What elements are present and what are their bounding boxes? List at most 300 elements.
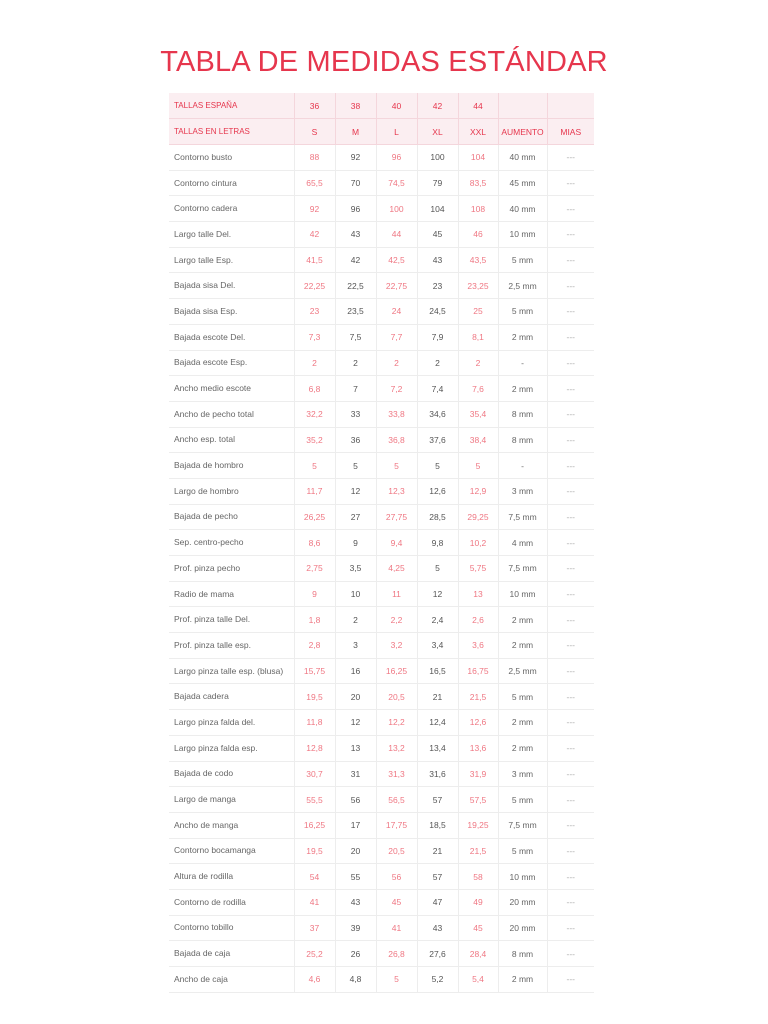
size-value: 33 [335, 401, 376, 427]
size-value: 5 [376, 453, 417, 479]
size-value: 31,3 [376, 761, 417, 787]
aumento-value: 2 mm [498, 710, 547, 736]
size-value: 12,6 [458, 710, 498, 736]
size-value: 100 [376, 196, 417, 222]
mias-value: --- [547, 350, 594, 376]
size-value: 3,5 [335, 556, 376, 582]
size-value: 5,2 [417, 967, 458, 993]
size-value: 25,2 [294, 941, 335, 967]
measurement-name: Bajada cadera [169, 684, 294, 710]
table-row [169, 376, 594, 402]
size-value: 9,8 [417, 530, 458, 556]
table-row [169, 761, 594, 787]
size-value: 20 [335, 838, 376, 864]
size-value: 5 [376, 967, 417, 993]
table-row [169, 658, 594, 684]
mias-value: --- [547, 170, 594, 196]
measurement-name: Prof. pinza talle esp. [169, 633, 294, 659]
table-row [169, 787, 594, 813]
size-value: 49 [458, 889, 498, 915]
aumento-value: 2 mm [498, 324, 547, 350]
table-row [169, 735, 594, 761]
size-value: 96 [335, 196, 376, 222]
size-value: 96 [376, 145, 417, 171]
mias-value: --- [547, 735, 594, 761]
size-value: 23 [417, 273, 458, 299]
table-row [169, 812, 594, 838]
mias-value: --- [547, 658, 594, 684]
size-value: 29,25 [458, 504, 498, 530]
size-value: 3,6 [458, 633, 498, 659]
table-row [169, 222, 594, 248]
size-value: 28,4 [458, 941, 498, 967]
size-value: 32,2 [294, 401, 335, 427]
size-value: 79 [417, 170, 458, 196]
measurement-name: Largo de hombro [169, 478, 294, 504]
table-row [169, 967, 594, 993]
table-row [169, 607, 594, 633]
table-row [169, 478, 594, 504]
header-empty-cell [498, 93, 547, 119]
table-row [169, 145, 594, 171]
size-value: 11,8 [294, 710, 335, 736]
mias-value: --- [547, 376, 594, 402]
measurement-name: Contorno de rodilla [169, 889, 294, 915]
size-value: 2 [376, 350, 417, 376]
mias-value: --- [547, 453, 594, 479]
mias-value: --- [547, 607, 594, 633]
size-value: 56,5 [376, 787, 417, 813]
page-title: TABLA DE MEDIDAS ESTÁNDAR [160, 46, 608, 78]
measurement-name: Ancho medio escote [169, 376, 294, 402]
header-letter: L [376, 119, 417, 145]
size-value: 17,75 [376, 812, 417, 838]
size-value: 57 [417, 864, 458, 890]
aumento-value: 40 mm [498, 145, 547, 171]
mias-value: --- [547, 273, 594, 299]
size-value: 13,4 [417, 735, 458, 761]
size-value: 4,8 [335, 967, 376, 993]
mias-value: --- [547, 222, 594, 248]
size-value: 2 [335, 607, 376, 633]
size-value: 11 [376, 581, 417, 607]
size-value: 45 [458, 915, 498, 941]
size-value: 3,4 [417, 633, 458, 659]
mias-value: --- [547, 145, 594, 171]
aumento-value: 2 mm [498, 607, 547, 633]
measurement-name: Contorno cintura [169, 170, 294, 196]
size-value: 20,5 [376, 684, 417, 710]
measurement-name: Contorno tobillo [169, 915, 294, 941]
size-value: 16,75 [458, 658, 498, 684]
table-row [169, 324, 594, 350]
table-row [169, 196, 594, 222]
measurement-name: Altura de rodilla [169, 864, 294, 890]
size-value: 8,6 [294, 530, 335, 556]
aumento-value: 2,5 mm [498, 658, 547, 684]
mias-value: --- [547, 787, 594, 813]
mias-value: --- [547, 324, 594, 350]
table-row [169, 710, 594, 736]
measurement-name: Largo pinza falda esp. [169, 735, 294, 761]
size-value: 26,8 [376, 941, 417, 967]
aumento-value: 45 mm [498, 170, 547, 196]
header-size: 38 [335, 93, 376, 119]
size-value: 2,8 [294, 633, 335, 659]
size-value: 55,5 [294, 787, 335, 813]
measurement-name: Largo pinza falda del. [169, 710, 294, 736]
aumento-value: 20 mm [498, 915, 547, 941]
measurement-name: Prof. pinza pecho [169, 556, 294, 582]
size-value: 2 [335, 350, 376, 376]
size-value: 4,25 [376, 556, 417, 582]
mias-value: --- [547, 196, 594, 222]
table-row [169, 299, 594, 325]
size-value: 104 [458, 145, 498, 171]
size-value: 42 [335, 247, 376, 273]
table-row [169, 247, 594, 273]
size-value: 57,5 [458, 787, 498, 813]
header-mias: MIAS [547, 119, 594, 145]
size-value: 35,4 [458, 401, 498, 427]
size-value: 2,2 [376, 607, 417, 633]
size-value: 3,2 [376, 633, 417, 659]
aumento-value: - [498, 453, 547, 479]
size-value: 7,2 [376, 376, 417, 402]
mias-value: --- [547, 864, 594, 890]
size-value: 35,2 [294, 427, 335, 453]
size-value: 23 [294, 299, 335, 325]
aumento-value: 5 mm [498, 838, 547, 864]
measurement-name: Contorno bocamanga [169, 838, 294, 864]
mias-value: --- [547, 684, 594, 710]
size-value: 43 [335, 889, 376, 915]
mias-value: --- [547, 299, 594, 325]
aumento-value: 2 mm [498, 633, 547, 659]
table-row [169, 273, 594, 299]
size-value: 23,25 [458, 273, 498, 299]
size-value: 92 [335, 145, 376, 171]
size-value: 21,5 [458, 684, 498, 710]
header-label-sizes: TALLAS ESPAÑA [169, 93, 294, 119]
aumento-value: 8 mm [498, 401, 547, 427]
size-value: 58 [458, 864, 498, 890]
aumento-value: - [498, 350, 547, 376]
measurement-name: Bajada sisa Esp. [169, 299, 294, 325]
size-value: 15,75 [294, 658, 335, 684]
size-value: 43 [417, 247, 458, 273]
aumento-value: 3 mm [498, 478, 547, 504]
aumento-value: 2 mm [498, 735, 547, 761]
aumento-value: 5 mm [498, 787, 547, 813]
size-value: 5 [335, 453, 376, 479]
measurement-name: Ancho de pecho total [169, 401, 294, 427]
measurement-name: Largo talle Del. [169, 222, 294, 248]
aumento-value: 2 mm [498, 376, 547, 402]
measurement-name: Contorno cadera [169, 196, 294, 222]
size-value: 12,3 [376, 478, 417, 504]
size-value: 83,5 [458, 170, 498, 196]
size-value: 31,6 [417, 761, 458, 787]
aumento-value: 2 mm [498, 967, 547, 993]
mias-value: --- [547, 401, 594, 427]
size-value: 12 [417, 581, 458, 607]
table-row [169, 401, 594, 427]
size-value: 36 [335, 427, 376, 453]
size-value: 12 [335, 710, 376, 736]
size-value: 100 [417, 145, 458, 171]
aumento-value: 7,5 mm [498, 504, 547, 530]
header-row-sizes [169, 93, 594, 119]
size-value: 7 [335, 376, 376, 402]
mias-value: --- [547, 247, 594, 273]
aumento-value: 5 mm [498, 299, 547, 325]
size-value: 108 [458, 196, 498, 222]
size-value: 34,6 [417, 401, 458, 427]
size-value: 41 [294, 889, 335, 915]
size-value: 104 [417, 196, 458, 222]
size-value: 37,6 [417, 427, 458, 453]
size-value: 16,5 [417, 658, 458, 684]
header-size: 36 [294, 93, 335, 119]
measurement-name: Prof. pinza talle Del. [169, 607, 294, 633]
size-value: 30,7 [294, 761, 335, 787]
size-value: 2,6 [458, 607, 498, 633]
size-value: 20 [335, 684, 376, 710]
mias-value: --- [547, 633, 594, 659]
size-value: 7,6 [458, 376, 498, 402]
size-value: 5 [417, 453, 458, 479]
mias-value: --- [547, 967, 594, 993]
size-value: 2,4 [417, 607, 458, 633]
measurement-name: Contorno busto [169, 145, 294, 171]
size-value: 17 [335, 812, 376, 838]
size-value: 27,75 [376, 504, 417, 530]
size-value: 92 [294, 196, 335, 222]
aumento-value: 8 mm [498, 941, 547, 967]
table-row [169, 427, 594, 453]
size-value: 6,8 [294, 376, 335, 402]
size-value: 28,5 [417, 504, 458, 530]
size-value: 13,6 [458, 735, 498, 761]
size-value: 19,25 [458, 812, 498, 838]
measurement-name: Largo pinza talle esp. (blusa) [169, 658, 294, 684]
size-value: 1,8 [294, 607, 335, 633]
size-value: 56 [335, 787, 376, 813]
aumento-value: 8 mm [498, 427, 547, 453]
measurement-name: Bajada escote Del. [169, 324, 294, 350]
measurement-name: Ancho de manga [169, 812, 294, 838]
size-value: 21,5 [458, 838, 498, 864]
size-value: 9 [335, 530, 376, 556]
measurement-name: Bajada de pecho [169, 504, 294, 530]
aumento-value: 10 mm [498, 864, 547, 890]
aumento-value: 5 mm [498, 684, 547, 710]
aumento-value: 10 mm [498, 222, 547, 248]
mias-value: --- [547, 504, 594, 530]
table-row [169, 556, 594, 582]
size-value: 7,5 [335, 324, 376, 350]
size-value: 39 [335, 915, 376, 941]
size-value: 2 [294, 350, 335, 376]
table-row [169, 915, 594, 941]
aumento-value: 40 mm [498, 196, 547, 222]
size-value: 16,25 [294, 812, 335, 838]
header-letter: S [294, 119, 335, 145]
header-label-letters: TALLAS EN LETRAS [169, 119, 294, 145]
header-letter: XXL [458, 119, 498, 145]
size-value: 12,6 [417, 478, 458, 504]
size-value: 2 [458, 350, 498, 376]
size-value: 70 [335, 170, 376, 196]
mias-value: --- [547, 427, 594, 453]
size-value: 7,4 [417, 376, 458, 402]
mias-value: --- [547, 556, 594, 582]
table-row [169, 170, 594, 196]
size-value: 9,4 [376, 530, 417, 556]
size-value: 8,1 [458, 324, 498, 350]
mias-value: --- [547, 915, 594, 941]
size-value: 22,5 [335, 273, 376, 299]
table-row [169, 684, 594, 710]
size-value: 56 [376, 864, 417, 890]
mias-value: --- [547, 812, 594, 838]
size-value: 5 [294, 453, 335, 479]
size-value: 21 [417, 684, 458, 710]
size-value: 3 [335, 633, 376, 659]
size-value: 12,8 [294, 735, 335, 761]
size-value: 5 [458, 453, 498, 479]
size-value: 7,7 [376, 324, 417, 350]
measurement-name: Largo talle Esp. [169, 247, 294, 273]
table-row [169, 530, 594, 556]
size-value: 26 [335, 941, 376, 967]
table-row [169, 838, 594, 864]
size-value: 24 [376, 299, 417, 325]
size-value: 42,5 [376, 247, 417, 273]
size-value: 27 [335, 504, 376, 530]
aumento-value: 7,5 mm [498, 812, 547, 838]
size-value: 47 [417, 889, 458, 915]
size-value: 36,8 [376, 427, 417, 453]
size-value: 42 [294, 222, 335, 248]
size-value: 44 [376, 222, 417, 248]
size-value: 43 [335, 222, 376, 248]
size-value: 13,2 [376, 735, 417, 761]
size-value: 57 [417, 787, 458, 813]
size-value: 10 [335, 581, 376, 607]
size-value: 11,7 [294, 478, 335, 504]
table-row [169, 941, 594, 967]
size-value: 43,5 [458, 247, 498, 273]
table-row [169, 453, 594, 479]
measurement-name: Ancho de caja [169, 967, 294, 993]
header-letter: M [335, 119, 376, 145]
aumento-value: 4 mm [498, 530, 547, 556]
aumento-value: 10 mm [498, 581, 547, 607]
size-value: 2 [417, 350, 458, 376]
size-value: 74,5 [376, 170, 417, 196]
size-value: 46 [458, 222, 498, 248]
size-value: 38,4 [458, 427, 498, 453]
size-value: 22,75 [376, 273, 417, 299]
size-value: 10,2 [458, 530, 498, 556]
measurement-name: Sep. centro-pecho [169, 530, 294, 556]
size-value: 2,75 [294, 556, 335, 582]
size-value: 18,5 [417, 812, 458, 838]
aumento-value: 20 mm [498, 889, 547, 915]
table-row [169, 504, 594, 530]
mias-value: --- [547, 710, 594, 736]
measurement-name: Bajada escote Esp. [169, 350, 294, 376]
size-value: 19,5 [294, 684, 335, 710]
mias-value: --- [547, 838, 594, 864]
size-value: 21 [417, 838, 458, 864]
size-value: 41 [376, 915, 417, 941]
size-value: 5 [417, 556, 458, 582]
mias-value: --- [547, 941, 594, 967]
measurements-table [169, 93, 594, 993]
measurement-name: Largo de manga [169, 787, 294, 813]
size-value: 25 [458, 299, 498, 325]
size-value: 45 [417, 222, 458, 248]
mias-value: --- [547, 761, 594, 787]
size-value: 54 [294, 864, 335, 890]
header-size: 42 [417, 93, 458, 119]
measurement-name: Bajada de codo [169, 761, 294, 787]
size-value: 20,5 [376, 838, 417, 864]
measurement-name: Ancho esp. total [169, 427, 294, 453]
size-value: 12 [335, 478, 376, 504]
measurement-name: Bajada de caja [169, 941, 294, 967]
mias-value: --- [547, 530, 594, 556]
size-value: 24,5 [417, 299, 458, 325]
size-value: 88 [294, 145, 335, 171]
table-row [169, 350, 594, 376]
size-value: 16,25 [376, 658, 417, 684]
size-value: 12,4 [417, 710, 458, 736]
size-value: 13 [335, 735, 376, 761]
size-value: 55 [335, 864, 376, 890]
header-empty-cell [547, 93, 594, 119]
table-row [169, 633, 594, 659]
aumento-value: 5 mm [498, 247, 547, 273]
header-size: 40 [376, 93, 417, 119]
aumento-value: 7,5 mm [498, 556, 547, 582]
size-value: 33,8 [376, 401, 417, 427]
size-value: 5,75 [458, 556, 498, 582]
size-value: 4,6 [294, 967, 335, 993]
header-size: 44 [458, 93, 498, 119]
aumento-value: 3 mm [498, 761, 547, 787]
aumento-value: 2,5 mm [498, 273, 547, 299]
size-value: 9 [294, 581, 335, 607]
size-value: 43 [417, 915, 458, 941]
size-value: 16 [335, 658, 376, 684]
size-value: 12,9 [458, 478, 498, 504]
size-value: 5,4 [458, 967, 498, 993]
table-row [169, 889, 594, 915]
mias-value: --- [547, 581, 594, 607]
mias-value: --- [547, 478, 594, 504]
size-value: 31,9 [458, 761, 498, 787]
measurement-name: Bajada de hombro [169, 453, 294, 479]
size-value: 31 [335, 761, 376, 787]
measurement-name: Bajada sisa Del. [169, 273, 294, 299]
header-aumento: AUMENTO [498, 119, 547, 145]
size-value: 27,6 [417, 941, 458, 967]
size-value: 45 [376, 889, 417, 915]
